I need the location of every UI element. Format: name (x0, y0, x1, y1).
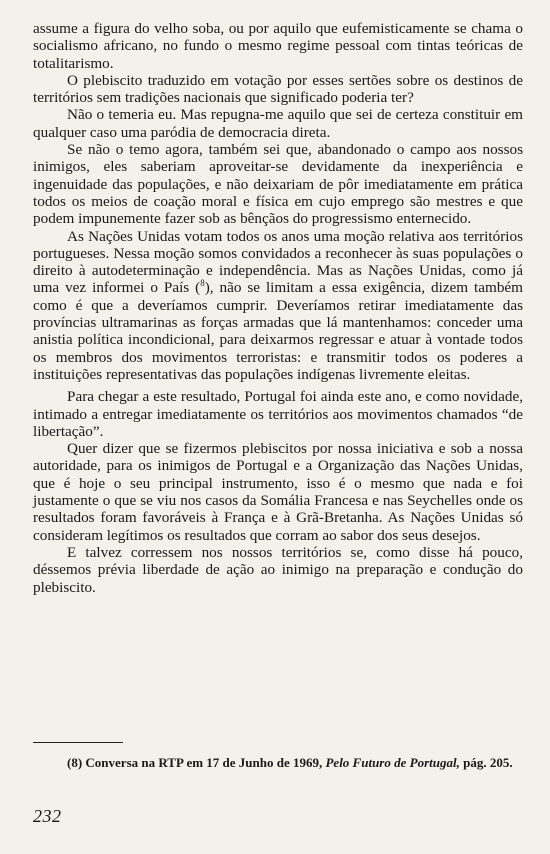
page-body (33, 20, 523, 596)
paragraph-2: O plebiscito traduzido em votação por esses sertões sobre os destinos de territórios sem tradições nacionais que significado poderia ter? (33, 71, 523, 107)
footnote-marker: (8) (67, 755, 83, 770)
paragraph-1: assume a figura do velho soba, ou por aquilo que eufemisticamente se chama o socialismo africano, no fundo o mesmo regime pessoal com tintas teóricas de totalitarismo. (33, 20, 523, 72)
footnote-title: Pelo Futuro de Portugal, (325, 755, 460, 770)
page-number: 232 (33, 806, 62, 826)
paragraph-7: Quer dizer que se fizermos plebiscitos por nossa iniciativa e sob a nossa autoridade, para os inimigos de Portugal e a Organização das Nações Unidas, que é hoje o seu principal instrumento, isso é o mesmo que nada e foi justamente o que se viu nos casos da Somália Francesa e nas Seychelles onde os resultados foram favoráveis à França e à Grã-Bretanha. As Nações Unidas só consideram legítimos os resultados que corram ao sabor dos seus desejos. (33, 440, 523, 544)
paragraph-5: As Nações Unidas votam todos os anos uma moção relativa aos territórios portugueses. Nessa moção somos convidados a reconhecer às suas populações o direito à autodeterminação e independência. Mas as Nações Unidas, como já uma vez informei o País ($^8$), não se limitam a essa exigência, dizem também como é que a deveríamos cumprir. Deveríamos retirar imediatamente das províncias ultramarinas as forças armadas que lá mantenhamos: conceder uma anistia política incondicional, para deixarmos regressar e atuar à vontade todos os membros dos movimentos terroristas: e transmitir todos os poderes a instituições representativas das populações indígenas livremente eleitas. (33, 227, 523, 383)
footnote (33, 755, 523, 771)
footnote-text: Conversa na RTP em 17 de Junho de 1969, (85, 755, 323, 770)
footnote-divider (33, 742, 123, 743)
paragraph-6: Para chegar a este resultado, Portugal foi ainda este ano, e como novidade, intimado a entregar imediatamente os territórios aos movimentos chamados “de libertação”. (33, 388, 523, 440)
paragraph-8: E talvez corressem nos nossos territórios se, como disse há pouco, déssemos prévia liberdade de ação ao inimigo na preparação e condução do plebiscito. (33, 543, 523, 596)
paragraph-4: Se não o temo agora, também sei que, abandonado o campo aos nossos inimigos, eles saberiam aproveitar-se devidamente da inexperiência e ingenuidade das populações, e não deixariam de pôr imediatamente em prática todos os meios de coação moral e física em cujo emprego são mestres e que podem impunemente fazer sob as bênçãos do progressismo enternecido. (33, 141, 523, 228)
footnote-page: pág. 205. (463, 755, 513, 770)
paragraph-3: Não o temeria eu. Mas repugna-me aquilo que sei de certeza constituir em qualquer caso uma paródia de democracia direta. (33, 106, 523, 141)
